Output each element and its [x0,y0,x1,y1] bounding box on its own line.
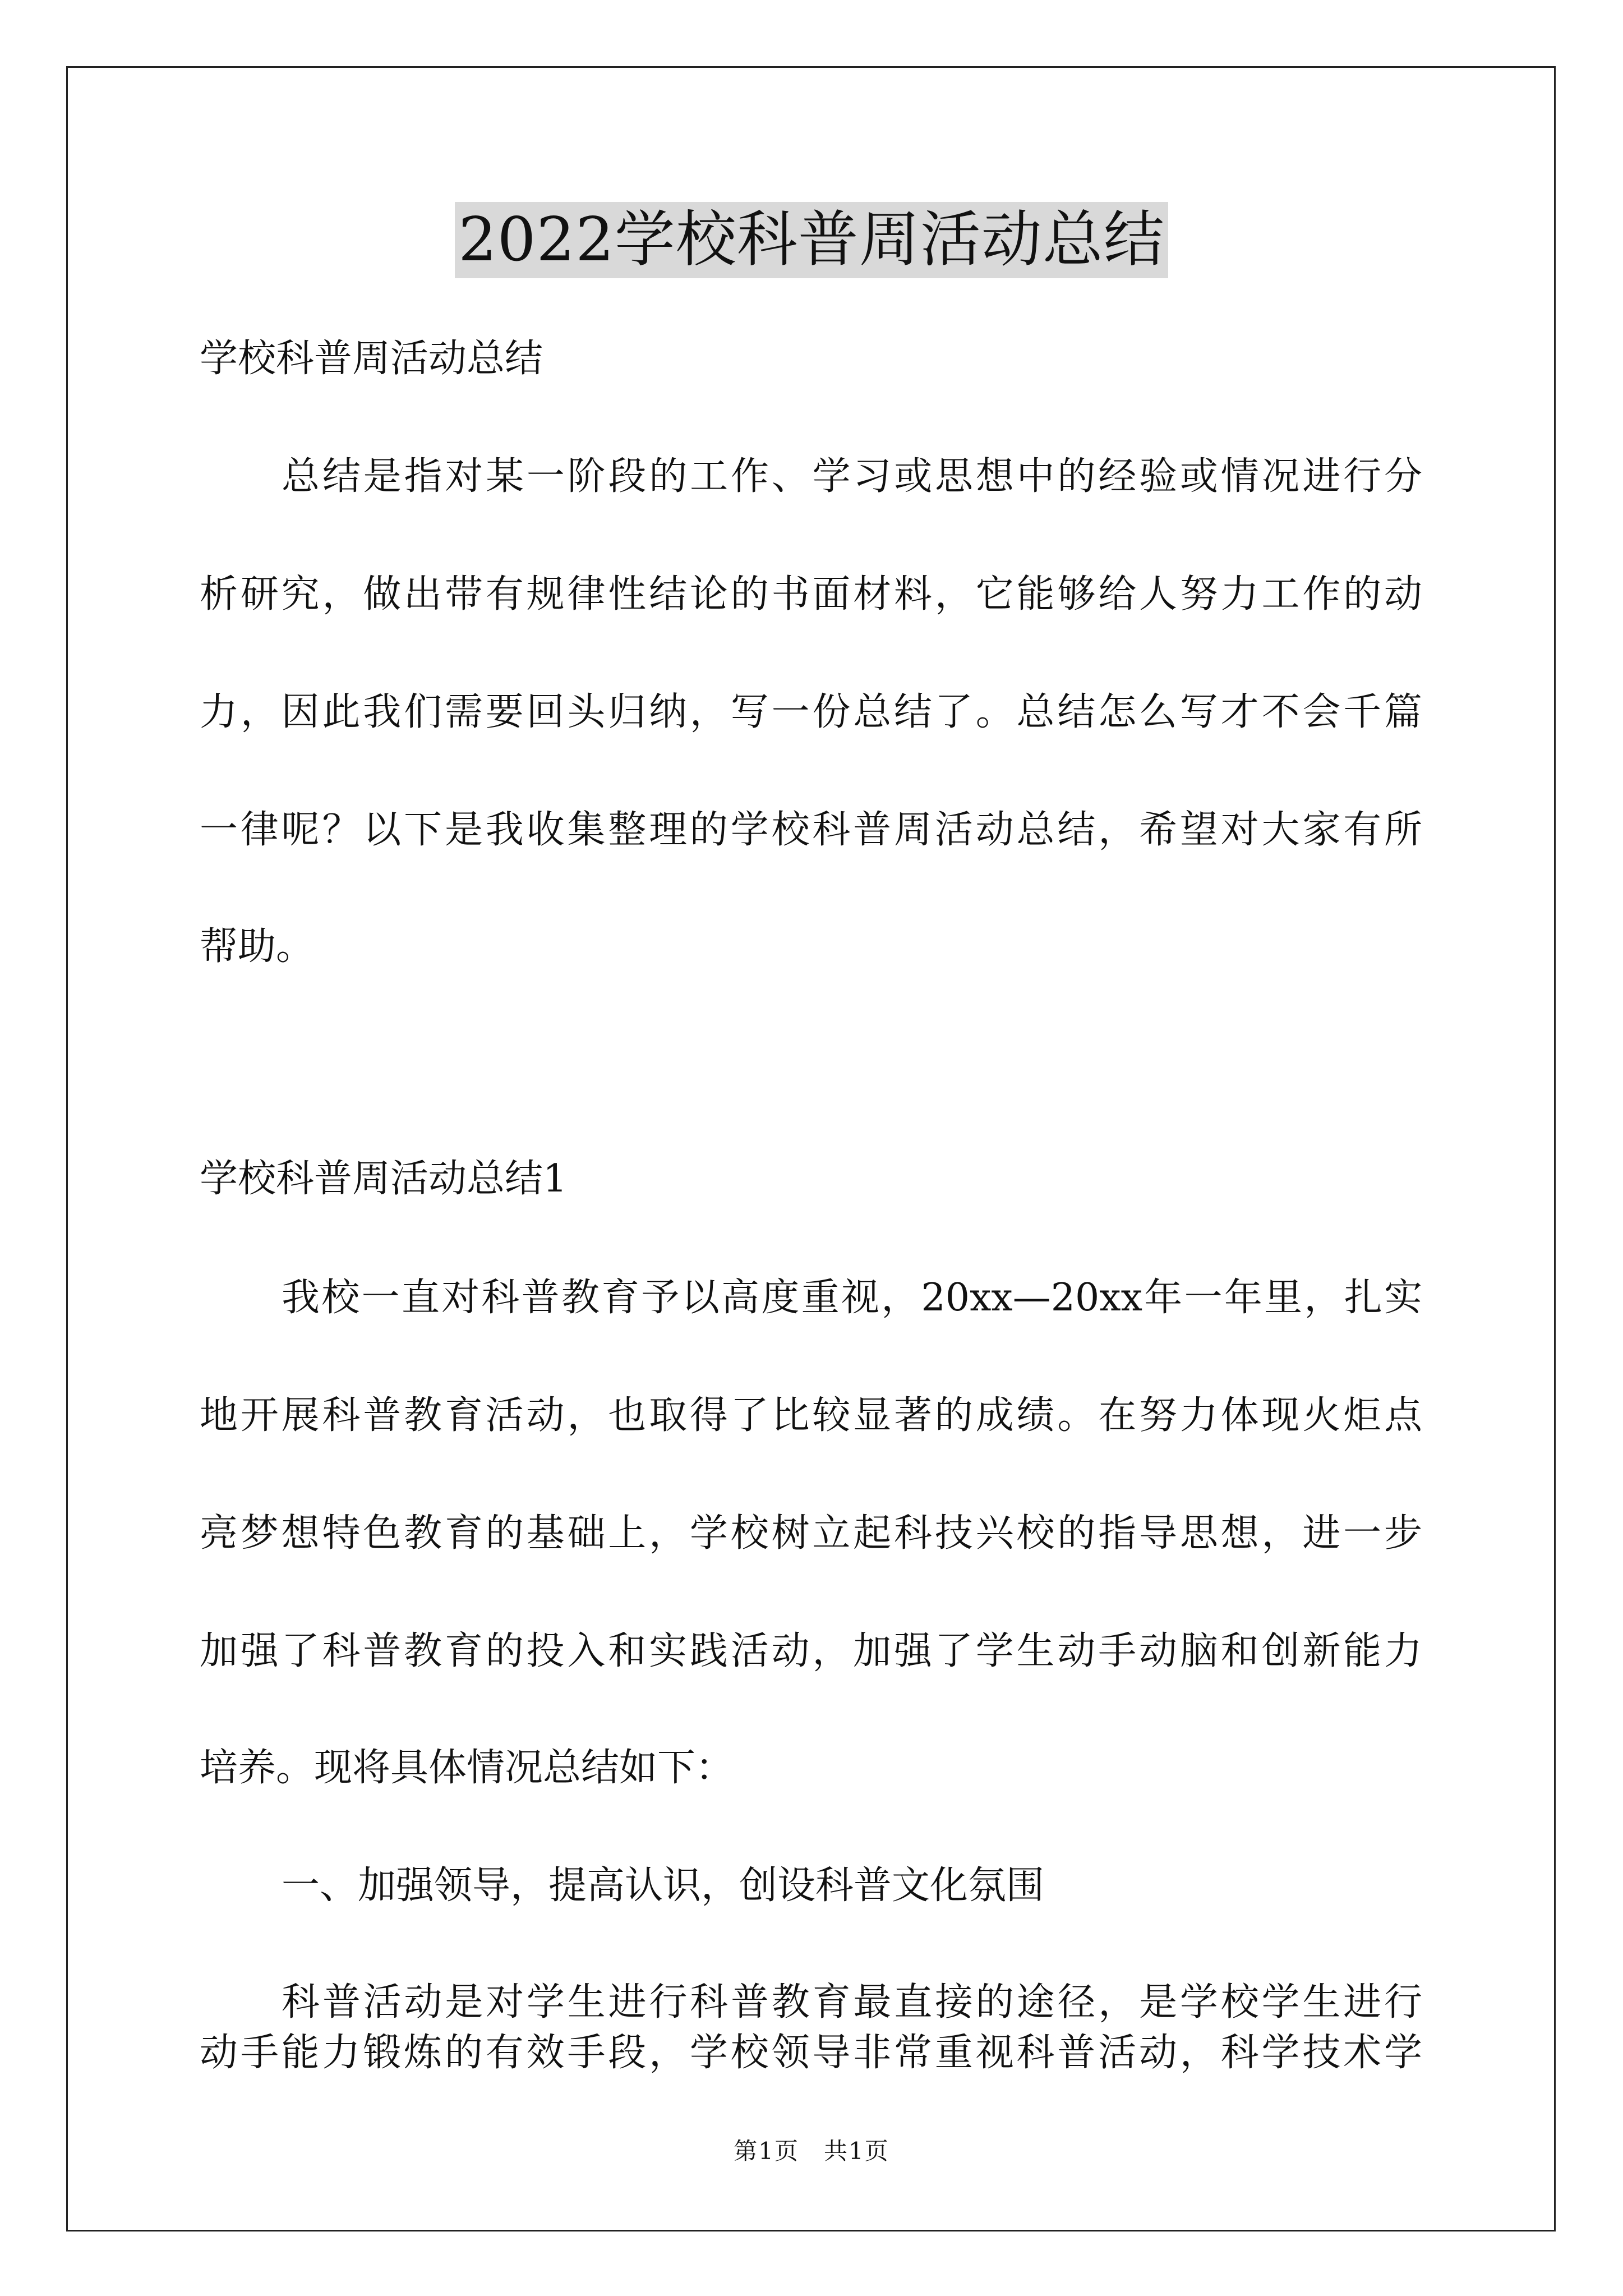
paragraph-line: 科普活动是对学生进行科普教育最直接的途径，是学校学生进行 [282,1980,1422,2024]
subheading: 一、加强领导，提高认识，创设科普文化氛围 [282,1864,1045,1908]
page-footer: 第1页 共1页 [734,2137,889,2165]
section-heading: 学校科普周活动总结1 [200,1157,568,1201]
section-line: 培养。现将具体情况总结如下： [200,1746,734,1790]
paragraph-line: 动手能力锻炼的有效手段，学校领导非常重视科普活动，科学技术学 [200,2031,1422,2075]
section-line: 加强了科普教育的投入和实践活动，加强了学生动手动脑和创新能力 [200,1629,1422,1673]
intro-line: 总结是指对某一阶段的工作、学习或思想中的经验或情况进行分 [282,454,1422,499]
section-line: 亮梦想特色教育的基础上，学校树立起科技兴校的指导思想，进一步 [200,1511,1422,1556]
intro-line: 力，因此我们需要回头归纳，写一份总结了。总结怎么写才不会千篇 [200,690,1422,734]
title-container [0,202,1623,278]
section-line: 我校一直对科普教育予以高度重视，20xx—20xx年一年里，扎实 [282,1276,1422,1320]
document-title: 2022学校科普周活动总结 [455,202,1168,278]
intro-line: 帮助。 [200,924,315,969]
intro-line: 一律呢？以下是我收集整理的学校科普周活动总结，希望对大家有所 [200,808,1422,852]
document-subtitle: 学校科普周活动总结 [200,337,543,381]
intro-line: 析研究，做出带有规律性结论的书面材料，它能够给人努力工作的动 [200,572,1422,616]
section-line: 地开展科普教育活动，也取得了比较显著的成绩。在努力体现火炬点 [200,1393,1422,1438]
